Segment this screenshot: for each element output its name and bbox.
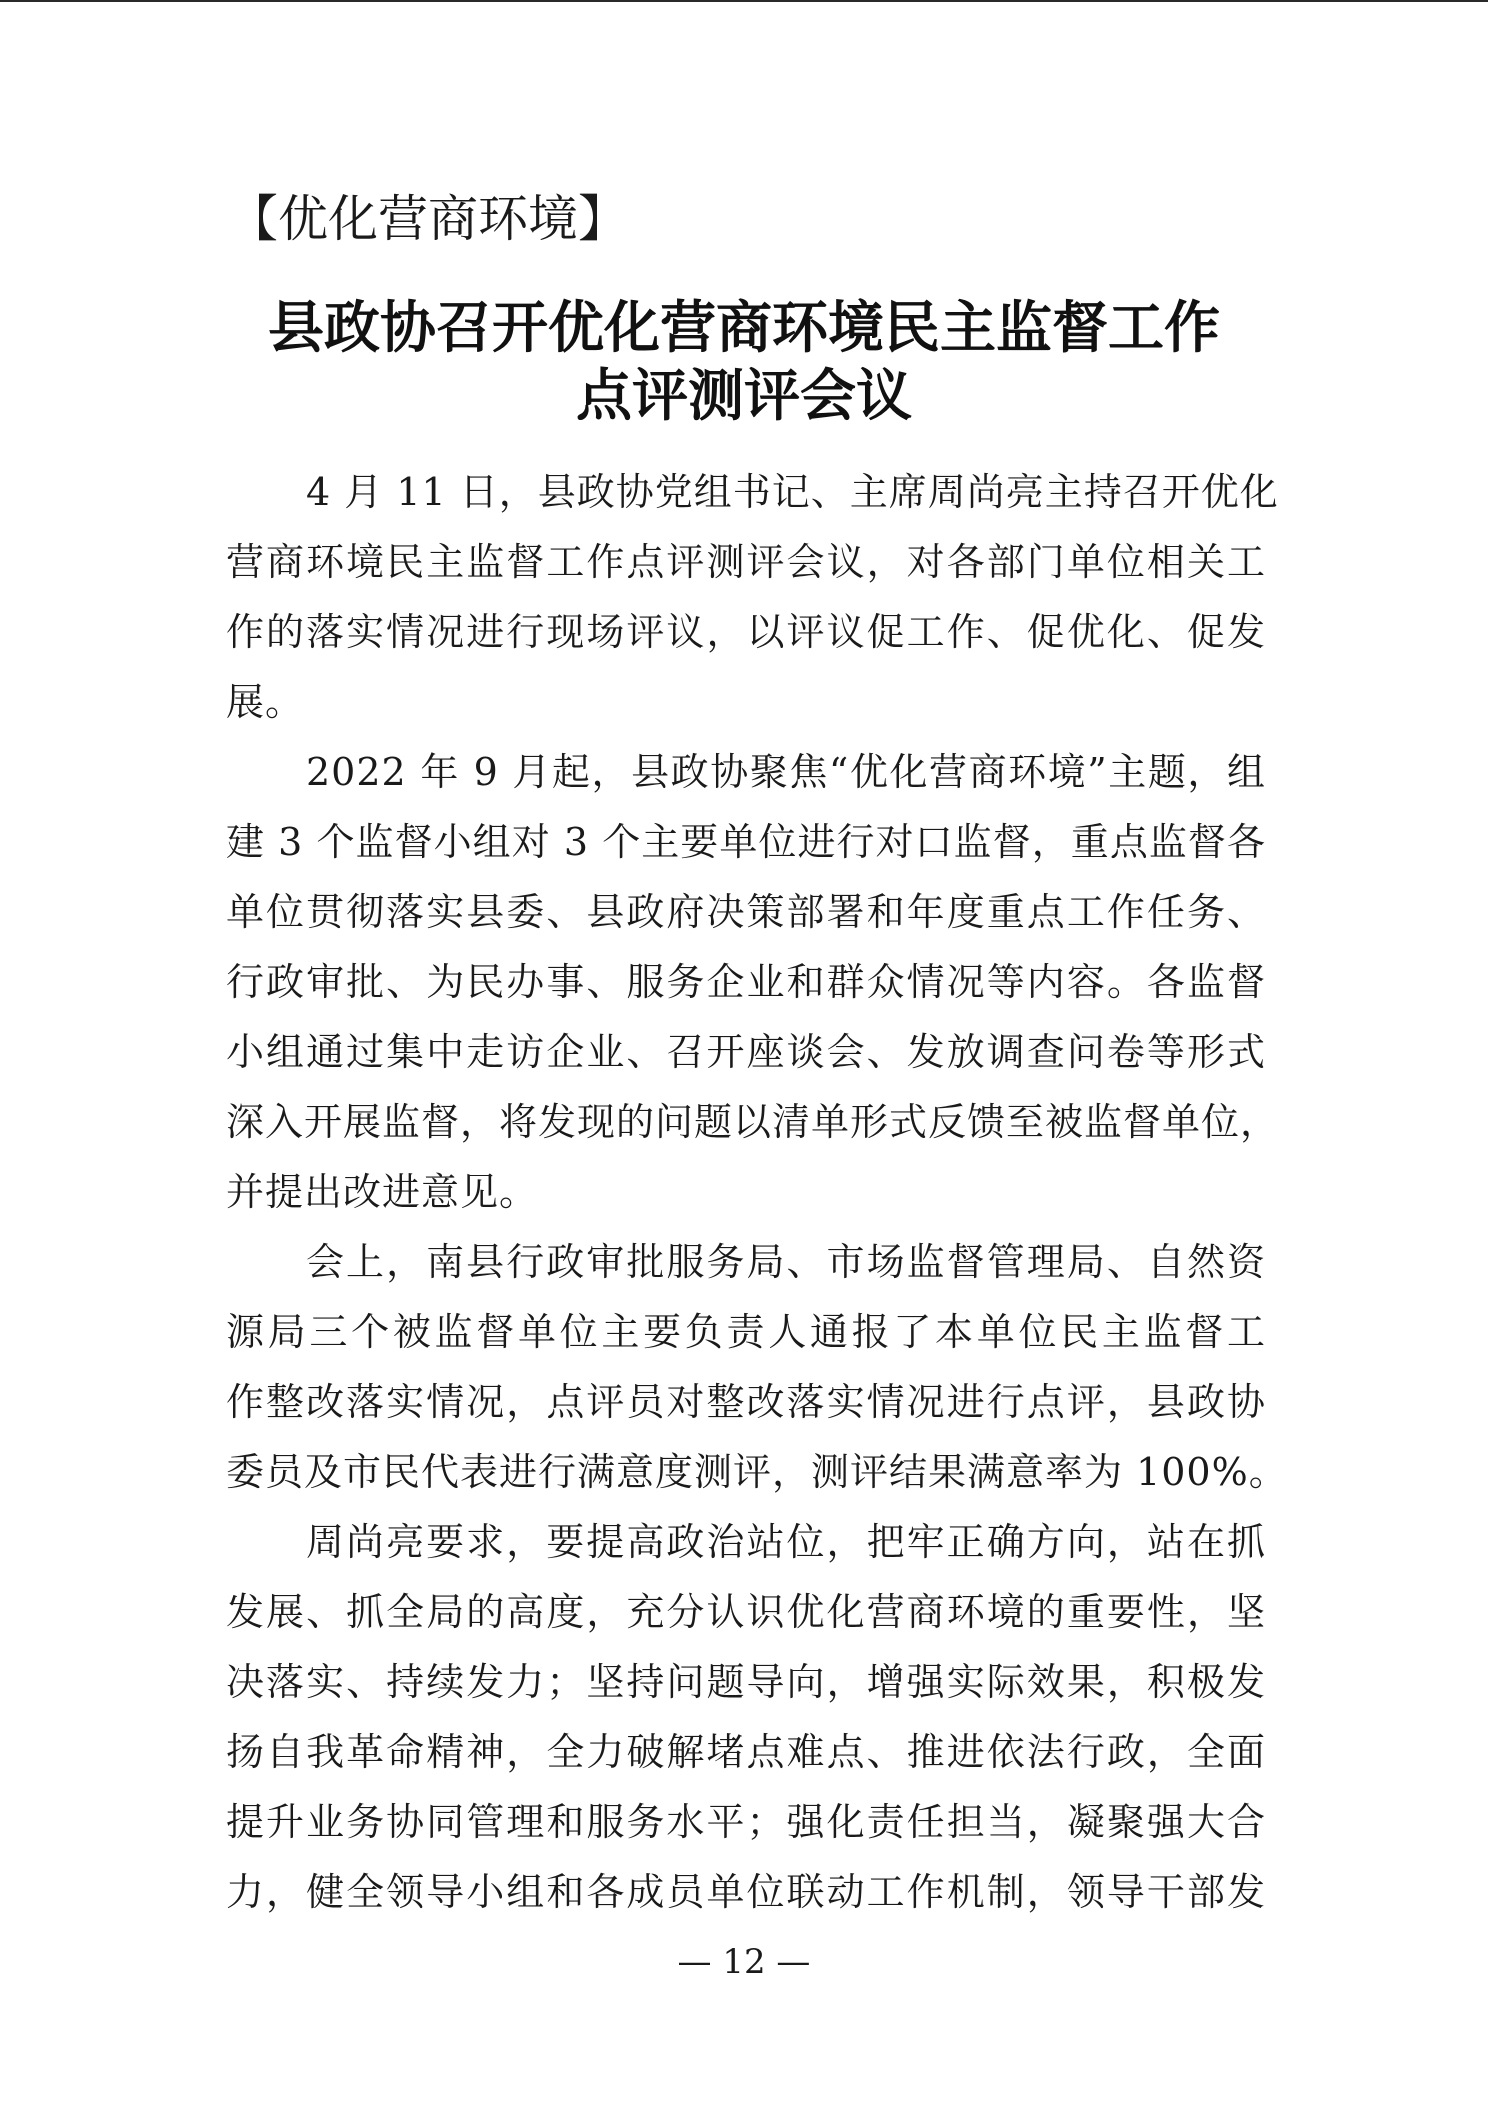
body-line: 提升业务协同管理和服务水平；强化责任担当，凝聚强大合 [226,1800,1266,1844]
body-line: 发展、抓全局的高度，充分认识优化营商环境的重要性，坚 [226,1590,1266,1634]
body-line: 源局三个被监督单位主要负责人通报了本单位民主监督工 [226,1310,1266,1354]
body-line: 2022 年 9 月起，县政协聚焦“优化营商环境”主题，组 [306,750,1266,794]
body-line: 决落实、持续发力；坚持问题导向，增强实际效果，积极发 [226,1660,1266,1704]
body-line: 行政审批、为民办事、服务企业和群众情况等内容。各监督 [226,960,1266,1004]
body-line: 小组通过集中走访企业、召开座谈会、发放调查问卷等形式 [226,1030,1266,1074]
body-line: 单位贯彻落实县委、县政府决策部署和年度重点工作任务、 [226,890,1266,934]
top-border-rule [0,0,1488,2]
body-line: 委员及市民代表进行满意度测评，测评结果满意率为 100%。 [226,1450,1288,1494]
body-line: 4 月 11 日，县政协党组书记、主席周尚亮主持召开优化 [306,470,1279,514]
body-line: 力，健全领导小组和各成员单位联动工作机制，领导干部发 [226,1870,1266,1914]
body-line: 作整改落实情况，点评员对整改落实情况进行点评，县政协 [226,1380,1266,1424]
body-line: 营商环境民主监督工作点评测评会议，对各部门单位相关工 [226,540,1266,584]
body-line: 建 3 个监督小组对 3 个主要单位进行对口监督，重点监督各 [226,820,1266,864]
body-line: 扬自我革命精神，全力破解堵点难点、推进依法行政，全面 [226,1730,1266,1774]
body-line: 作的落实情况进行现场评议，以评议促工作、促优化、促发 [226,610,1266,654]
body-line: 深入开展监督，将发现的问题以清单形式反馈至被监督单位， [226,1100,1280,1144]
page-number: — 12 — [677,1942,811,1982]
article-body [226,457,1288,1927]
body-line: 周尚亮要求，要提高政治站位，把牢正确方向，站在抓 [306,1520,1266,1564]
body-line: 并提出改进意见。 [226,1170,539,1214]
column-tag: 【优化营商环境】 [228,190,628,248]
body-line: 展。 [226,680,305,724]
article-title-line-2: 点评测评会议 [576,363,912,429]
body-line: 会上，南县行政审批服务局、市场监督管理局、自然资 [306,1240,1266,1284]
article-title-line-1: 县政协召开优化营商环境民主监督工作 [268,295,1220,361]
